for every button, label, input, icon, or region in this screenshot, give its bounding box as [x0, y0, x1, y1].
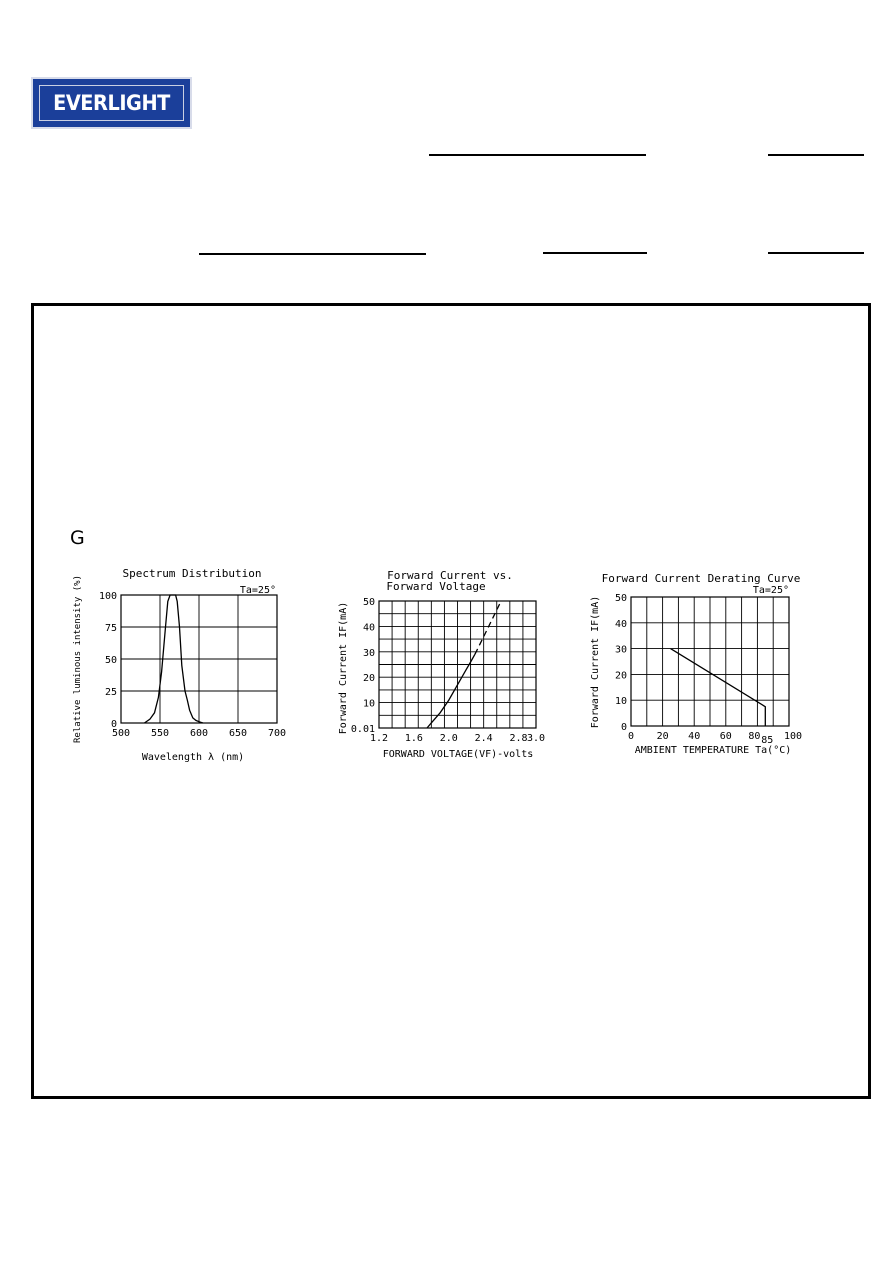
- derating-xtick-label: 20: [656, 731, 669, 742]
- iv-ytick-label: 50: [362, 597, 375, 608]
- header-line-2: [768, 154, 864, 156]
- derating-ytick-label: 40: [614, 618, 627, 630]
- iv-xlabel: FORWARD VOLTAGE(VF)-volts: [382, 749, 534, 760]
- spectrum-condition: Ta=25°: [239, 585, 276, 596]
- iv-xtick-label: 3.0: [526, 733, 546, 744]
- iv-xtick-label: 1.6: [404, 733, 423, 744]
- iv-series-line: [427, 654, 475, 728]
- derating-xtick-label: 40: [688, 731, 701, 742]
- derating-ytick-label: 50: [614, 593, 627, 604]
- spectrum-ylabel: Relative luminous intensity (%): [73, 575, 83, 743]
- derating-ylabel: Forward Current IF(mA): [590, 595, 601, 729]
- spectrum-ytick-label: 100: [98, 591, 117, 602]
- spectrum-xtick-label: 700: [267, 728, 287, 739]
- iv-title-line1: Forward Current vs.: [387, 569, 513, 582]
- spectrum-ytick-label: 50: [104, 655, 117, 666]
- header-line-4: [543, 252, 647, 254]
- spectrum-ytick-label: 75: [104, 623, 117, 634]
- derating-series-line: [671, 649, 766, 726]
- iv-title-line2: Forward Voltage: [386, 580, 486, 593]
- derating-ytick-label: 20: [614, 670, 627, 682]
- everlight-logo: [31, 77, 192, 129]
- iv-xtick-label: 1.2: [369, 733, 389, 744]
- iv-ytick-label: 30: [362, 647, 375, 659]
- spectrum-xlabel: Wavelength λ (nm): [141, 752, 245, 763]
- spectrum-xtick-label: 500: [111, 728, 131, 739]
- iv-xtick-label: 2.4: [474, 733, 493, 744]
- spectrum-title: Spectrum Distribution: [122, 567, 262, 580]
- spectrum-ytick-label: 25: [104, 687, 117, 698]
- iv-xtick-label: 2.0: [439, 733, 458, 744]
- spectrum-xtick-label: 650: [228, 728, 248, 739]
- spectrum-ytick-label: 0: [110, 719, 117, 730]
- iv-ytick-label: 10: [362, 698, 375, 710]
- iv-ytick-label: 20: [362, 673, 375, 685]
- logo-text: EVERLIGHT: [53, 91, 170, 115]
- derating-xtick-label: 60: [719, 731, 732, 742]
- spectrum-xtick-label: 600: [189, 728, 209, 739]
- spectrum-xtick-label: 550: [150, 728, 170, 739]
- iv-chart: [334, 565, 560, 765]
- derating-xtick-label: 100: [783, 731, 803, 742]
- iv-ytick-label: 40: [362, 622, 375, 634]
- derating-xtick-label: 85: [761, 735, 774, 746]
- derating-condition: Ta=25°: [752, 585, 789, 596]
- section-mark: G: [70, 527, 85, 549]
- derating-ytick-label: 0: [620, 722, 627, 733]
- header-line-1: [429, 154, 646, 156]
- spectrum-chart: [64, 562, 296, 767]
- iv-ylabel: Forward Current IF(mA): [338, 601, 349, 735]
- iv-xtick-label: 2.8: [509, 733, 528, 744]
- derating-chart: [584, 567, 820, 763]
- header-line-5: [768, 252, 864, 254]
- derating-title: Forward Current Derating Curve: [601, 572, 801, 585]
- header-line-3: [199, 253, 426, 255]
- derating-xtick-label: 80: [748, 731, 761, 742]
- derating-ytick-label: 10: [614, 696, 627, 708]
- derating-ytick-label: 30: [614, 644, 627, 656]
- iv-ytick-label: 0.01: [350, 724, 375, 735]
- derating-xlabel: AMBIENT TEMPERATURE Ta(°C): [634, 745, 792, 756]
- logo-frame: [39, 85, 184, 121]
- derating-xtick-label: 0: [627, 731, 635, 742]
